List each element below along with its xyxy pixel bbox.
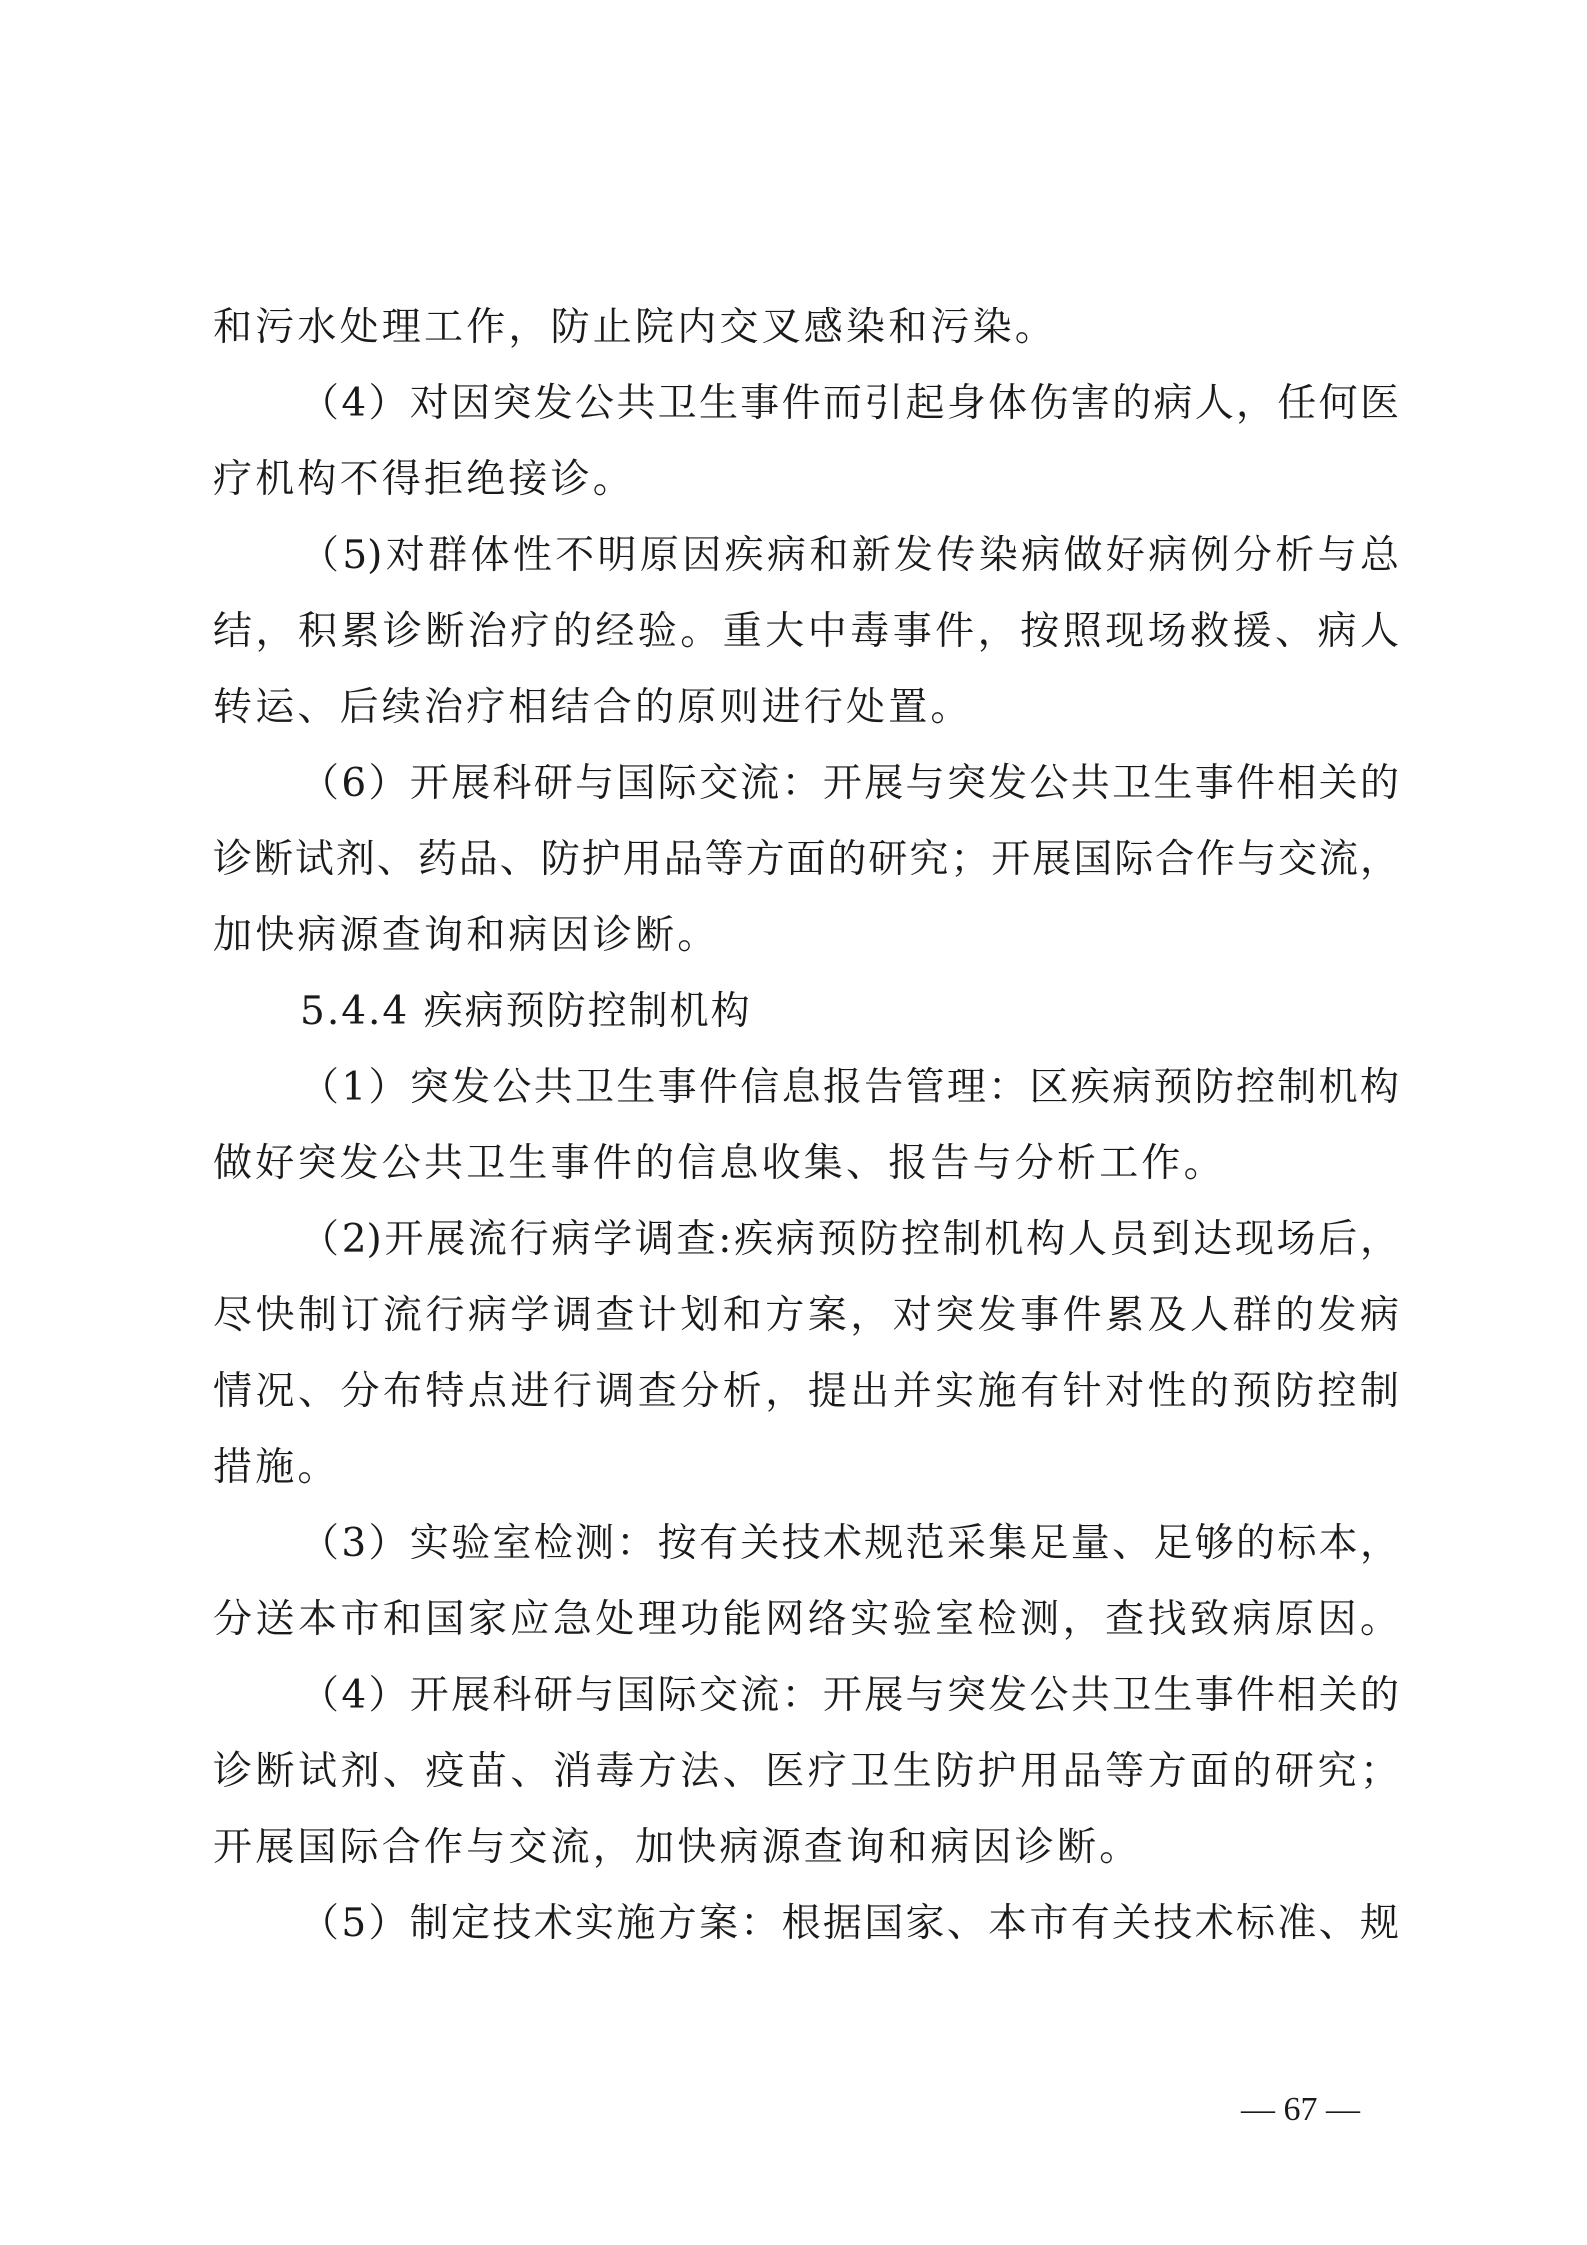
text-line-7: （6）开展科研与国际交流：开展与突发公共卫生事件相关的 bbox=[300, 761, 1399, 806]
text-line-4: （5)对群体性不明原因疾病和新发传染病做好病例分析与总 bbox=[300, 533, 1399, 578]
section-heading: 5.4.4 疾病预防控制机构 bbox=[300, 989, 752, 1034]
text-line-6: 转运、后续治疗相结合的原则进行处置。 bbox=[213, 685, 973, 730]
text-line-2: （4）对因突发公共卫生事件而引起身体伤害的病人，任何医 bbox=[300, 381, 1399, 426]
text-line-1: 和污水处理工作，防止院内交叉感染和污染。 bbox=[213, 305, 1058, 350]
text-line-11: （1）突发公共卫生事件信息报告管理：区疾病预防控制机构 bbox=[300, 1065, 1399, 1110]
text-line-14: 尽快制订流行病学调查计划和方案，对突发事件累及人群的发病 bbox=[213, 1293, 1399, 1338]
text-line-12: 做好突发公共卫生事件的信息收集、报告与分析工作。 bbox=[213, 1141, 1226, 1186]
text-line-16: 措施。 bbox=[213, 1445, 340, 1490]
text-line-5: 结，积累诊断治疗的经验。重大中毒事件，按照现场救援、病人 bbox=[213, 609, 1399, 654]
text-line-20: 诊断试剂、疫苗、消毒方法、医疗卫生防护用品等方面的研究； bbox=[213, 1749, 1399, 1794]
page-number: — 67 — bbox=[1241, 2091, 1360, 2128]
text-line-22: （5）制定技术实施方案：根据国家、本市有关技术标准、规 bbox=[300, 1901, 1399, 1946]
text-line-21: 开展国际合作与交流，加快病源查询和病因诊断。 bbox=[213, 1825, 1142, 1870]
text-line-8: 诊断试剂、药品、防护用品等方面的研究；开展国际合作与交流， bbox=[213, 837, 1399, 882]
text-line-13: （2)开展流行病学调查:疾病预防控制机构人员到达现场后， bbox=[300, 1217, 1399, 1262]
text-line-15: 情况、分布特点进行调查分析，提出并实施有针对性的预防控制 bbox=[213, 1369, 1399, 1414]
text-line-3: 疗机构不得拒绝接诊。 bbox=[213, 457, 636, 502]
text-line-18: 分送本市和国家应急处理功能网络实验室检测，查找致病原因。 bbox=[213, 1597, 1399, 1642]
text-line-19: （4）开展科研与国际交流：开展与突发公共卫生事件相关的 bbox=[300, 1673, 1399, 1718]
text-line-9: 加快病源查询和病因诊断。 bbox=[213, 913, 720, 958]
text-line-17: （3）实验室检测：按有关技术规范采集足量、足够的标本， bbox=[300, 1521, 1399, 1566]
